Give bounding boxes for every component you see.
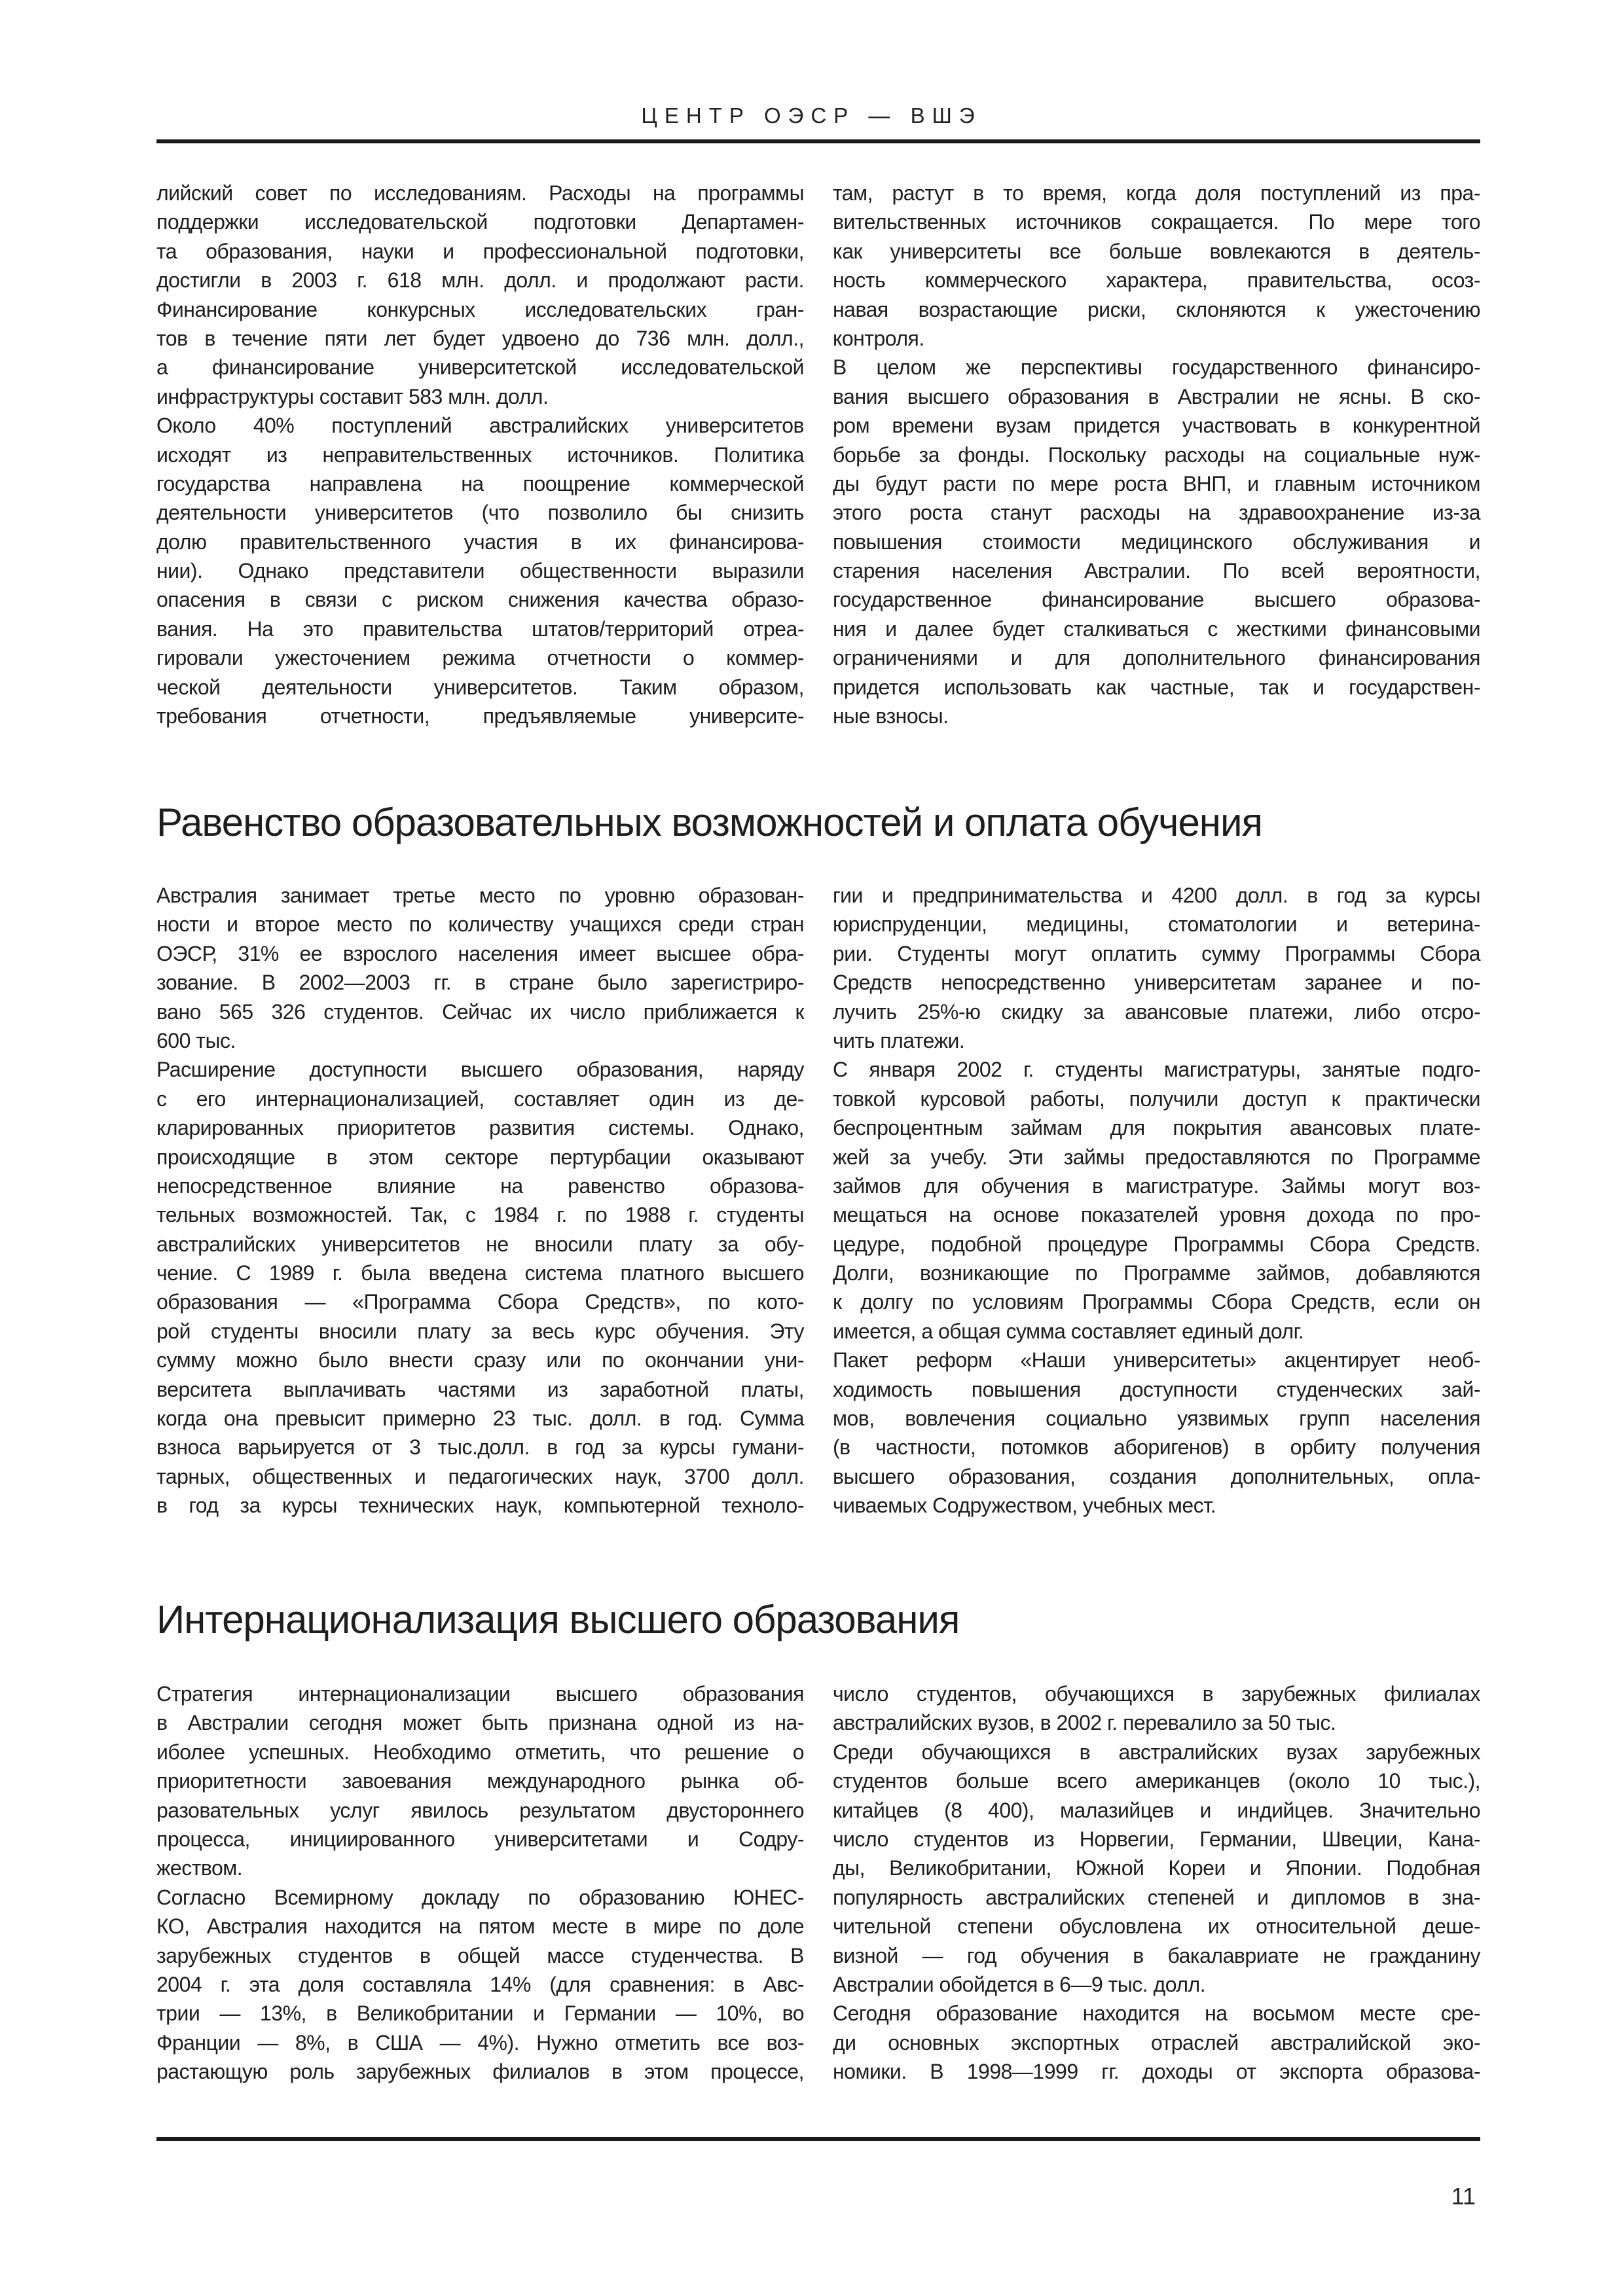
text-line: популярность австралийских степеней и дипломов в зна- (833, 1885, 1480, 1909)
text-line: номики. В 1998—1999 гг. доходы от экспорта образова- (833, 2060, 1480, 2084)
text-line: КО, Австралия находится на пятом месте в мире по доле (156, 1914, 804, 1939)
text-line: ность коммерческого характера, правительства, осоз- (833, 268, 1480, 293)
text-line: ные взносы. (833, 704, 949, 728)
paragraph (156, 411, 804, 730)
text-line: вания. На это правительства штатов/территорий отреа- (156, 617, 804, 641)
text-line: Франции — 8%, в США — 4%). Нужно отметить все воз- (156, 2030, 804, 2054)
text-line: достигли в 2003 г. 618 млн. долл. и продолжают расти. (156, 268, 804, 293)
text-line: ограничениями и для дополнительного финансирования (833, 646, 1480, 670)
section-2-left-column (156, 881, 804, 1520)
text-line: борьбе за фонды. Поскольку расходы на социальные нуж- (833, 442, 1480, 467)
text-line: ОЭСР, 31% ее взрослого населения имеет высшее обра- (156, 941, 804, 965)
text-line: Около 40% поступлений австралийских университетов (156, 414, 804, 438)
text-line: 2004 г. эта доля составляла 14% (для сравнения: в Авс- (156, 1972, 804, 1996)
text-line: тарных, общественных и педагогических наук, 3700 долл. (156, 1464, 804, 1488)
text-line: нии). Однако представители общественности выразили (156, 559, 804, 583)
paragraph (833, 1679, 1480, 1738)
paragraph (156, 179, 804, 411)
text-line: поддержки исследовательской подготовки Департамен- (156, 210, 804, 234)
text-line: а финансирование университетской исследовательской (156, 355, 804, 380)
text-line: мов, вовлечения социально уязвимых групп населения (833, 1407, 1480, 1431)
section-1-left-column (156, 179, 804, 730)
text-line: 600 тыс. (156, 1028, 236, 1052)
text-line: в Австралии сегодня может быть признана одной из на- (156, 1711, 804, 1735)
text-line: навая возрастающие риски, склоняются к ужесточению (833, 297, 1480, 321)
paragraph (833, 1999, 1480, 2086)
paragraph (833, 179, 1480, 353)
text-line: юриспруденции, медицины, стоматологии и ветерина- (833, 912, 1480, 937)
text-line: происходящие в этом секторе пертурбации оказывают (156, 1145, 804, 1169)
text-line: вительственных источников сокращается. По мере того (833, 210, 1480, 234)
text-line: В целом же перспективы государственного финансиро- (833, 355, 1480, 380)
text-line: ды, Великобритании, Южной Кореи и Японии. Подобная (833, 1856, 1480, 1880)
text-line: китайцев (8 400), малазийцев и индийцев. Значительно (833, 1798, 1480, 1822)
text-line: требования отчетности, предъявляемые университе- (156, 704, 804, 728)
text-line: австралийских вузов, в 2002 г. перевалило за 50 тыс. (833, 1711, 1336, 1735)
text-line: Долги, возникающие по Программе займов, добавляются (833, 1261, 1480, 1285)
text-line: число студентов, обучающихся в зарубежных филиалах (833, 1682, 1480, 1706)
text-line: верситета выплачивать частями из заработной платы, (156, 1377, 804, 1401)
text-line: контроля. (833, 326, 924, 350)
text-line: приоритетности завоевания международного рынка об- (156, 1769, 804, 1793)
footer-rule (156, 2137, 1480, 2141)
section-3-right-column (833, 1679, 1480, 2086)
text-line: иболее успешных. Необходимо отметить, что решение о (156, 1740, 804, 1764)
text-line: Пакет реформ «Наши университеты» акцентирует необ- (833, 1348, 1480, 1372)
paragraph (156, 881, 804, 1055)
paragraph (833, 1055, 1480, 1346)
text-line: число студентов из Норвегии, Германии, Швеции, Кана- (833, 1827, 1480, 1851)
text-line: зарубежных студентов в общей массе студенчества. В (156, 1943, 804, 1967)
text-line: займов для обучения в магистратуре. Займы могут воз- (833, 1174, 1480, 1198)
text-line: государства направлена на поощрение коммерческой (156, 471, 804, 495)
text-line: жей за учебу. Эти займы предоставляются по Программе (833, 1145, 1480, 1169)
text-line: ром времени вузам придется участвовать в конкурентной (833, 414, 1480, 438)
paragraph (156, 1883, 804, 2087)
text-line: в год за курсы технических наук, компьютерной техноло- (156, 1494, 804, 1518)
text-line: растающую роль зарубежных филиалов в этом процессе, (156, 2060, 804, 2084)
text-line: высшего образования, создания дополнительных, опла- (833, 1464, 1480, 1488)
text-line: разовательных услуг явилось результатом двустороннего (156, 1798, 804, 1822)
text-line: придется использовать как частные, так и государствен- (833, 675, 1480, 699)
text-line: процесса, инициированного университетами и Содру- (156, 1827, 804, 1851)
text-line: ности и второе место по количеству учащихся среди стран (156, 912, 804, 937)
paragraph (833, 881, 1480, 1055)
text-line: повышения стоимости медицинского обслуживания и (833, 529, 1480, 554)
text-line: визной — год обучения в бакалавриате не гражданину (833, 1943, 1480, 1967)
section-2-right-column (833, 881, 1480, 1520)
text-line: долю правительственного участия в их финансирова- (156, 529, 804, 554)
text-line: С января 2002 г. студенты магистратуры, занятые подго- (833, 1058, 1480, 1082)
text-line: этого роста станут расходы на здравоохранение из-за (833, 501, 1480, 525)
section-3-left-column (156, 1679, 804, 2086)
section-heading-internationalization: Интернационализация высшего образования (156, 1598, 960, 1641)
text-line: чение. С 1989 г. была введена система платного высшего (156, 1261, 804, 1285)
text-line: государственное финансирование высшего образова- (833, 588, 1480, 612)
text-line: чиваемых Содружеством, учебных мест. (833, 1494, 1216, 1518)
section-heading-equality: Равенство образовательных возможностей и оплата обучения (156, 800, 1262, 844)
text-line: гировали ужесточением режима отчетности о коммер- (156, 646, 804, 670)
text-line: Австралии обойдется в 6—9 тыс. долл. (833, 1972, 1206, 1996)
text-line: там, растут в то время, когда доля поступлений из пра- (833, 181, 1480, 205)
text-line: ния и далее будет сталкиваться с жесткими финансовыми (833, 617, 1480, 641)
text-line: непосредственное влияние на равенство образова- (156, 1174, 804, 1198)
header-rule (156, 139, 1480, 143)
text-line: Расширение доступности высшего образования, наряду (156, 1058, 804, 1082)
text-line: трии — 13%, в Великобритании и Германии — 10%, во (156, 2001, 804, 2026)
text-line: ди основных экспортных отраслей австралийской эко- (833, 2030, 1480, 2054)
text-line: кларированных приоритетов развития системы. Однако, (156, 1116, 804, 1140)
text-line: взноса варьируется от 3 тыс.долл. в год за курсы гумани- (156, 1435, 804, 1460)
text-line: исходят из неправительственных источников. Политика (156, 442, 804, 467)
text-line: тов в течение пяти лет будет удвоено до 736 млн. долл., (156, 326, 804, 350)
running-header: ЦЕНТР ОЭСР — ВШЭ (641, 103, 982, 128)
text-line: мещаться на основе показателей уровня дохода по про- (833, 1203, 1480, 1227)
text-line: Среди обучающихся в австралийских вузах зарубежных (833, 1740, 1480, 1764)
text-line: рии. Студенты могут оплатить сумму Программы Сбора (833, 941, 1480, 965)
text-line: сумму можно было внести сразу или по окончании уни- (156, 1348, 804, 1372)
paragraph (156, 1679, 804, 1883)
text-line: Средств непосредственно университетам заранее и по- (833, 971, 1480, 995)
text-line: образования — «Программа Сбора Средств», по кото- (156, 1290, 804, 1314)
text-line: лийский совет по исследованиям. Расходы на программы (156, 181, 804, 205)
text-line: как университеты все больше вовлекаются в деятель- (833, 239, 1480, 263)
text-line: рой студенты вносили плату за весь курс обучения. Эту (156, 1319, 804, 1343)
text-line: Стратегия интернационализации высшего образования (156, 1682, 804, 1706)
text-line: (в частности, потомков аборигенов) в орбиту получения (833, 1435, 1480, 1460)
text-line: Австралия занимает третье место по уровню образован- (156, 884, 804, 907)
text-line: ходимость повышения доступности студенческих зай- (833, 1377, 1480, 1401)
text-line: цедуре, подобной процедуре Программы Сбора Средств. (833, 1232, 1480, 1256)
text-line: тельных возможностей. Так, с 1984 г. по 1988 г. студенты (156, 1203, 804, 1227)
text-line: товкой курсовой работы, получили доступ к практически (833, 1086, 1480, 1111)
text-line: ды будут расти по мере роста ВНП, и главным источником (833, 471, 1480, 495)
text-line: австралийских университетов не вносили плату за обу- (156, 1232, 804, 1256)
text-line: когда она превысит примерно 23 тыс. долл. в год. Сумма (156, 1407, 804, 1431)
text-line: Сегодня образование находится на восьмом месте сре- (833, 2001, 1480, 2026)
text-line: Согласно Всемирному докладу по образованию ЮНЕС- (156, 1885, 804, 1909)
text-line: деятельности университетов (что позволило бы снизить (156, 501, 804, 525)
text-line: беспроцентным займам для покрытия авансовых плате- (833, 1116, 1480, 1140)
text-line: вания высшего образования в Австралии не ясны. В ско- (833, 384, 1480, 408)
text-line: зование. В 2002—2003 гг. в стране было зарегистриро- (156, 971, 804, 995)
text-line: старения населения Австралии. По всей вероятности, (833, 559, 1480, 583)
text-line: имеется, а общая сумма составляет единый долг. (833, 1319, 1304, 1343)
text-line: вано 565 326 студентов. Сейчас их число приближается к (156, 999, 804, 1024)
text-line: лучить 25%-ю скидку за авансовые платежи, либо отсро- (833, 999, 1480, 1024)
text-line: чительной степени обусловлена их относительной деше- (833, 1914, 1480, 1939)
paragraph (156, 1055, 804, 1520)
text-line: к долгу по условиям Программы Сбора Средств, если он (833, 1290, 1480, 1314)
text-line: жеством. (156, 1856, 243, 1880)
text-line: Финансирование конкурсных исследовательских гран- (156, 297, 804, 321)
text-line: инфраструктуры составит 583 млн. долл. (156, 384, 549, 408)
paragraph (833, 353, 1480, 730)
text-line: опасения в связи с риском снижения качества образо- (156, 588, 804, 612)
paragraph (833, 1346, 1480, 1520)
text-line: студентов больше всего американцев (около 10 тыс.), (833, 1769, 1480, 1793)
page-number: 11 (1451, 2183, 1476, 2210)
text-line: чить платежи. (833, 1028, 965, 1052)
text-line: ческой деятельности университетов. Таким образом, (156, 675, 804, 699)
text-line: та образования, науки и профессиональной подготовки, (156, 239, 804, 263)
text-line: с его интернационализацией, составляет один из де- (156, 1086, 804, 1111)
text-line: гии и предпринимательства и 4200 долл. в год за курсы (833, 884, 1480, 907)
paragraph (833, 1738, 1480, 2000)
section-1-right-column (833, 179, 1480, 730)
